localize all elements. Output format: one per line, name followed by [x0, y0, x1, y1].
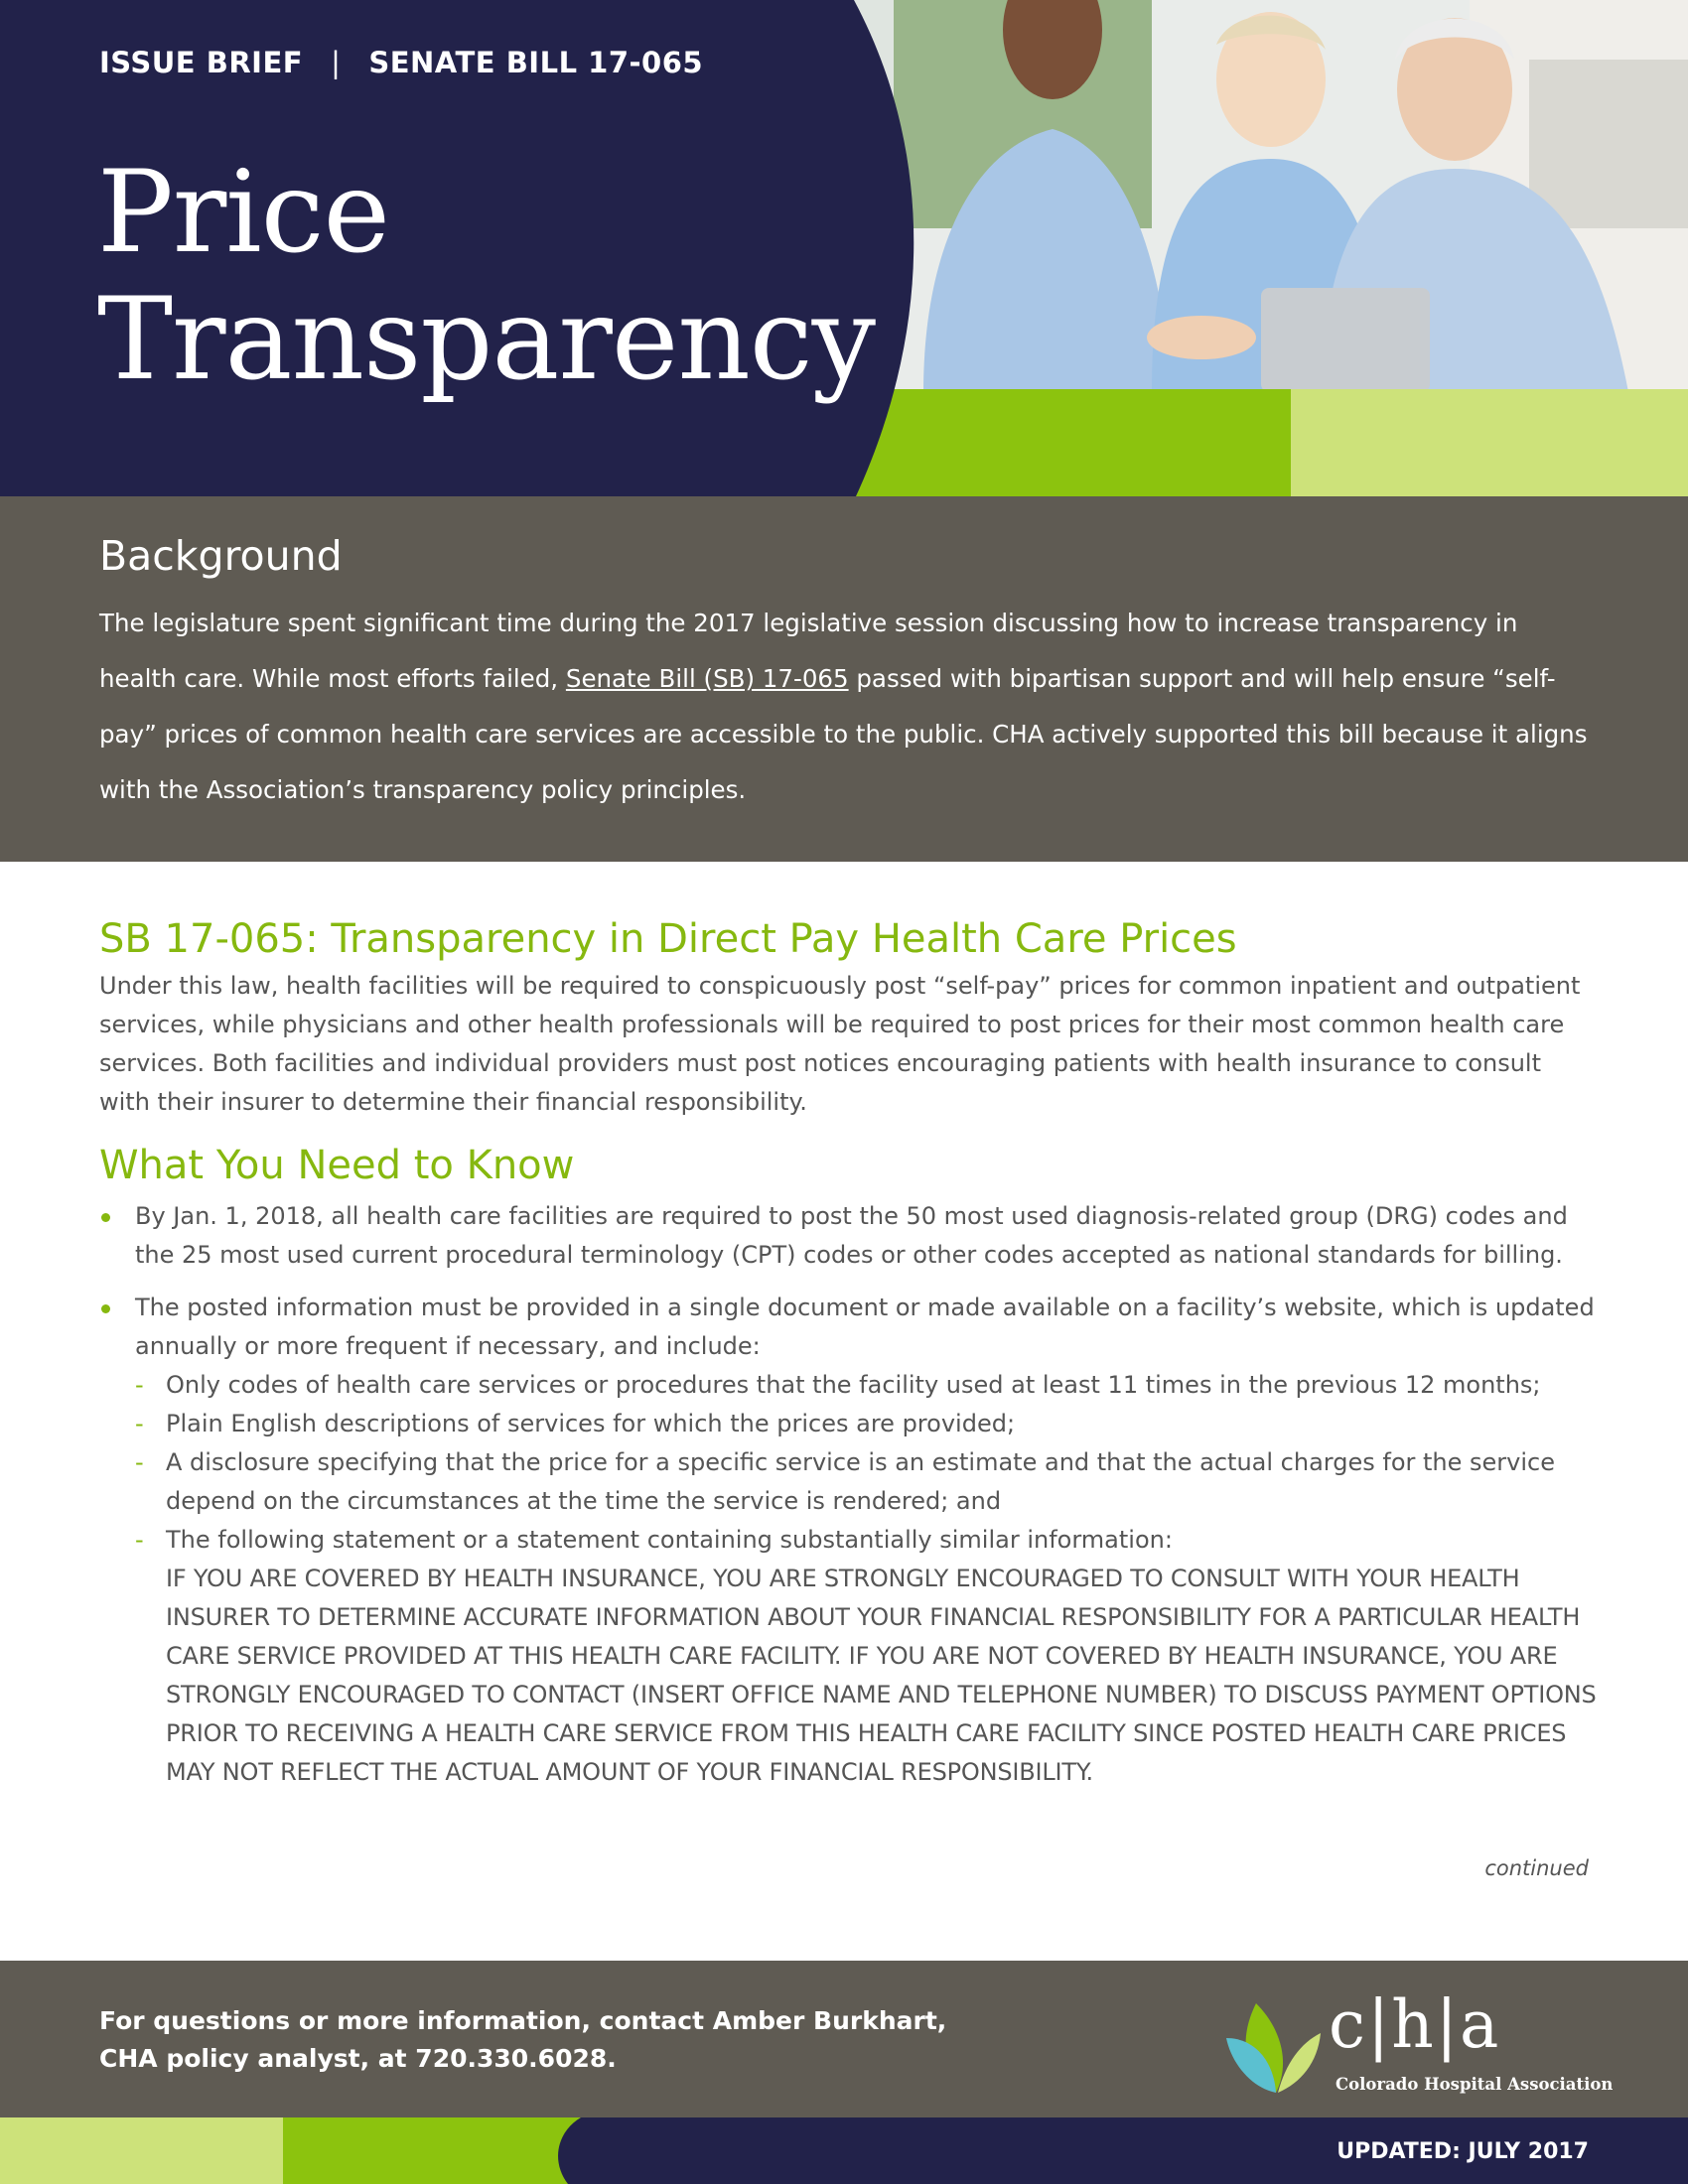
list-item [99, 1289, 1599, 1792]
need-to-know-list [99, 1197, 1599, 1792]
background-text-end: passed with bipartisan support and will help ensure “self-pay” prices of common health care services are accessible to the public. CHA actively supported this bill because it aligns with the Association’s transparency policy principles. [99, 664, 1588, 804]
main-content [99, 911, 1599, 1806]
updated-date: UPDATED: JULY 2017 [1336, 2139, 1589, 2164]
sub-list-item [135, 1366, 1599, 1405]
sub-list-item [135, 1521, 1599, 1792]
dash-icon: - [135, 1410, 144, 1437]
dash-icon: - [135, 1526, 144, 1554]
sub-text-2: Plain English descriptions of services for which the prices are provided; [166, 1410, 1016, 1437]
list-item [99, 1197, 1599, 1275]
sb-heading: SB 17-065: Transparency in Direct Pay Health Care Prices [99, 916, 1237, 962]
sub-text-4: The following statement or a statement containing substantially similar information: [166, 1526, 1173, 1554]
cha-logo [1226, 1979, 1614, 2108]
background-heading: Background [99, 532, 343, 580]
sub-text-1: Only codes of health care services or procedures that the facility used at least 11 times in the previous 12 months; [166, 1371, 1541, 1399]
kicker-bill: SENATE BILL 17-065 [368, 46, 704, 79]
background-text-start: The legislature spent significant time during the 2017 legislative session discussing how to increase transparency in health care. While most efforts failed, [99, 609, 1518, 693]
title-line-1: Price [97, 146, 389, 278]
bullet-icon [101, 1304, 110, 1313]
contact-line-2: CHA policy analyst, at 720.330.6028. [99, 2044, 617, 2073]
issue-brief-kicker [99, 46, 703, 79]
contact-info [99, 2002, 946, 2078]
continued-label: continued [1484, 1856, 1589, 1880]
sub-text-3: A disclosure specifying that the price for a specific service is an estimate and that the actual charges for the service depend on the circumstances at the time the service is rendered; and [166, 1448, 1555, 1515]
sub-list [135, 1366, 1599, 1792]
hero-banner [0, 0, 1688, 496]
dash-icon: - [135, 1448, 144, 1476]
dash-icon: - [135, 1371, 144, 1399]
logo-wordmark: c|h|a [1329, 1986, 1501, 2063]
logo-org-name: Colorado Hospital Association [1336, 2075, 1614, 2094]
contact-line-1: For questions or more information, contact Amber Burkhart, [99, 2006, 947, 2035]
leaf-logo-icon [1226, 1983, 1326, 2103]
senate-bill-link[interactable]: Senate Bill (SB) 17-065 [565, 664, 849, 693]
sub-list-item [135, 1443, 1599, 1521]
required-statement: IF YOU ARE COVERED BY HEALTH INSURANCE, YOU ARE STRONGLY ENCOURAGED TO CONSULT WITH YOUR HEALTH INSURER TO DETERMINE ACCURATE INFORMATION ABOUT YOUR FINANCIAL RESPONSIBILITY FOR A PARTICULAR HEALTH CARE SERVICE PROVIDED AT THIS HEALTH CARE FACILITY. IF YOU ARE NOT COVERED BY HEALTH INSURANCE, YOU ARE STRONGLY ENCOURAGED TO CONTACT (INSERT OFFICE NAME AND TELEPHONE NUMBER) TO DISCUSS PAYMENT OPTIONS PRIOR TO RECEIVING A HEALTH CARE SERVICE FROM THIS HEALTH CARE FACILITY SINCE POSTED HEALTH CARE PRICES MAY NOT REFLECT THE ACTUAL AMOUNT OF YOUR FINANCIAL RESPONSIBILITY. [166, 1565, 1597, 1786]
background-text [99, 596, 1599, 818]
bottom-strip [0, 2117, 1688, 2184]
kicker-separator: | [331, 46, 342, 79]
footer [0, 1961, 1688, 2117]
bullet-text-1: By Jan. 1, 2018, all health care facilities are required to post the 50 most used diagnosis-related group (DRG) codes and the 25 most used current procedural terminology (CPT) codes or other codes accepted as national standards for billing. [135, 1202, 1568, 1269]
need-to-know-heading: What You Need to Know [99, 1143, 575, 1188]
bullet-icon [101, 1213, 110, 1222]
bullet-text-2: The posted information must be provided in a single document or made available on a facility’s website, which is updated annually or more frequent if necessary, and include: [135, 1294, 1595, 1360]
background-section [0, 496, 1688, 862]
page-title [97, 146, 875, 405]
sub-list-item [135, 1405, 1599, 1443]
sb-body: Under this law, health facilities will be required to conspicuously post “self-pay” prices for common inpatient and outpatient services, while physicians and other health professionals will be required to post prices for their most common health care services. Both facilities and individual providers must post notices encouraging patients with health insurance to consult with their insurer to determine their financial responsibility. [99, 972, 1581, 1116]
kicker-label: ISSUE BRIEF [99, 46, 304, 79]
title-line-2: Transparency [97, 273, 875, 405]
